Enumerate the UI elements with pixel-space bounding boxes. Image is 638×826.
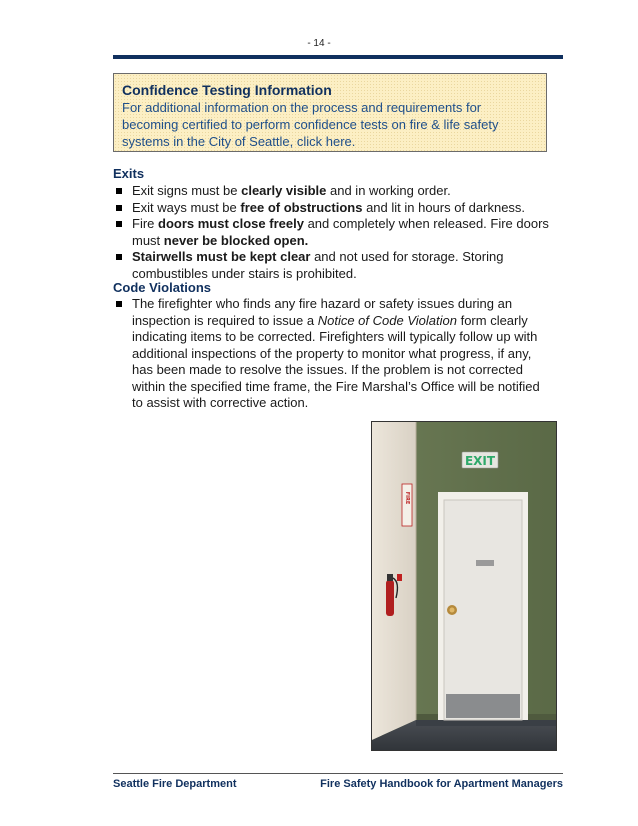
code-violations-list [113, 296, 545, 412]
list-item [113, 216, 553, 249]
exits-heading: Exits [113, 166, 145, 181]
callout-title: Confidence Testing Information [122, 82, 332, 98]
list-item-text: The firefighter who finds any fire hazard or safety issues during an inspection is required to issue a [132, 296, 513, 328]
code-violations-heading: Code Violations [113, 280, 211, 295]
click-here-link[interactable]: click here [296, 134, 352, 149]
footer-rule [113, 773, 563, 774]
list-item-text: Exit signs must be [132, 183, 242, 198]
callout-body [122, 99, 538, 150]
list-item-text: form clearly indicating items to be corrected. Firefighters will typically follow up with additional inspections of the property to monitor what progress, if any, has been made to resolve the issues. If the problem is not corrected within the specified time frame, the Fire Marshal’s Office will be notified to assist with corrective action. [132, 312, 540, 410]
page-number: - 14 - [307, 38, 331, 49]
footer-department: Seattle Fire Department [113, 778, 237, 790]
list-item [113, 249, 553, 282]
list-item-text: and not used for storage. Storing combustibles under stairs is prohibited. [132, 249, 504, 281]
list-item-text: and in working order. [326, 183, 451, 198]
list-item [113, 183, 553, 200]
list-item-emphasis: clearly visible [241, 183, 327, 198]
list-item-emphasis: free of obstructions [240, 199, 363, 215]
list-item-emphasis: never be blocked open. [163, 232, 309, 248]
exit-sign-text: EXIT [464, 454, 496, 468]
confidence-testing-callout [113, 73, 547, 152]
list-item-text: and completely when released. Fire doors must [132, 216, 549, 248]
notice-of-code-violation-term: Notice of Code Violation [317, 312, 457, 328]
footer-handbook-title: Fire Safety Handbook for Apartment Managers [320, 778, 563, 790]
exit-sign [462, 452, 498, 468]
fire-extinguisher-sign [402, 484, 412, 526]
list-item [113, 296, 545, 412]
list-item-text: Fire [132, 216, 158, 231]
exits-list [113, 183, 553, 282]
callout-body-end: . [351, 134, 356, 149]
list-item-text: and lit in hours of darkness. [362, 199, 526, 215]
fire-sign-text: FIRE [404, 491, 410, 505]
exit-door-photo [371, 421, 557, 751]
list-item [113, 200, 553, 217]
list-item-emphasis: Stairwells must be kept clear [132, 249, 311, 264]
list-item-text: Exit ways must be [132, 199, 241, 215]
header-rule [113, 55, 563, 59]
list-item-emphasis: doors must close freely [158, 216, 304, 231]
callout-body-text: For additional information on the process and requirements for becoming certified to perform confidence tests on fire & life safety systems in the City of Seattle, [122, 100, 499, 149]
exit-door-photo-image [372, 422, 557, 751]
